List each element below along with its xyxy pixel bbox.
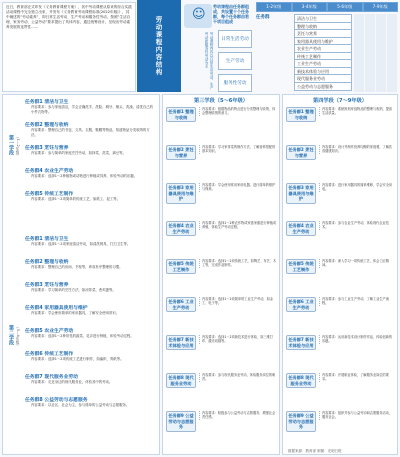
task-body: 内容要求：选择1～2项传统工艺进行制作，如编织、剪纸等。 — [31, 357, 124, 361]
task-box: 任务群7 新技术体验与应用 — [166, 335, 196, 350]
task-desc: 内容要求：学会使用常用家用电器，进行简单的维护与保养。 — [199, 183, 277, 192]
task-group-item: 清洁与卫生 — [294, 14, 352, 23]
task-desc: 内容要求：系统规划家庭物品的整理与收纳，提高生活质量。 — [319, 107, 395, 116]
task-group-item: 现代服务业劳动 — [294, 74, 352, 83]
category-service: 服务性劳动 — [218, 74, 252, 92]
intro-text: 近日，教育部正式印发《义务教育课程方案》，其中劳动课程从原来的综合实践活动课程中完全独立出来，并发布《义务教育劳动课程标准(2022年版)》，其中阐述的“劳动素养”，即日常生活劳动、生产劳动和服务性劳动，按照“生活自理、家务劳动、公益劳动”要求提出了具体内容，通过统筹设计，呈现出劳动素养发展的连贯性…… — [6, 5, 132, 29]
task-desc: 内容要求：选择1～2项传统工艺，如陶艺、布艺、木工等，完成作品制作。 — [199, 259, 277, 268]
task-box: 任务群3 家用器具使用与维护 — [166, 183, 196, 204]
task-box: 任务群2 烹饪与营养 — [166, 145, 196, 160]
task-body: 内容要求：选择1～2种常见的蔬菜、花卉进行种植，体验劳动过程。 — [31, 334, 134, 338]
task-desc: 内容要求：参与工业生产劳动，了解工业生产流程。 — [319, 297, 395, 306]
stage1-label: 第一学段 — [8, 135, 14, 155]
task-box: 任务群2 烹饪与营养 — [286, 145, 316, 160]
stage3-title: 第三学段（5～6年级） — [194, 98, 248, 104]
task-desc: 内容要求：开展职业体验，了解服务业岗位的要求。 — [319, 373, 395, 382]
task-desc: 内容要求：选择1～2项简单的工业生产劳动，如金工、电子等。 — [199, 297, 277, 306]
main-banner — [137, 0, 181, 92]
task-desc: 内容要求：组织并参与公益劳动和志愿服务活动，服务社会。 — [319, 411, 395, 420]
task-group-item: 整理与收纳 — [294, 22, 352, 31]
task-title: 任务群8 公益劳动与志愿服务 — [25, 398, 88, 403]
task-desc: 内容要求：进行家用器具的简单维修，学会安全用电。 — [319, 183, 395, 192]
children-illustration-icon — [184, 4, 212, 28]
stage2-label: 第二学段 — [8, 325, 14, 345]
stage3-panel — [162, 94, 280, 455]
task-group-item: 烹饪与营养 — [294, 29, 352, 38]
task-desc: 内容要求：选择1～2项新技术进行体验，如三维打印、激光切割等。 — [199, 335, 277, 344]
task-title: 任务群3 烹饪与营养 — [25, 283, 69, 288]
task-desc: 内容要求：选择1～2种农作物或家禽家畜进行种植或养殖，体验生产劳动过程。 — [199, 221, 277, 230]
task-box: 任务群9 公益劳动与志愿服务 — [286, 411, 316, 432]
task-title: 任务群4 家用器具使用与维护 — [25, 306, 88, 311]
task-box: 任务群5 传统工艺制作 — [166, 259, 196, 274]
category-daily: 日常生活劳动 — [218, 30, 252, 48]
intro-panel — [2, 2, 136, 92]
task-title: 任务群3 烹饪与营养 — [25, 146, 69, 151]
task-box: 任务群3 家用器具使用与维护 — [286, 183, 316, 204]
task-desc: 内容要求：深入学习一项传统工艺，体会工匠精神。 — [319, 259, 395, 268]
category-production: 生产劳动 — [218, 52, 252, 70]
task-body: 内容要求：选择1～2项家庭清洁劳动，如清洗餐具、打扫卫生等。 — [31, 242, 131, 246]
task-body: 内容要求：学会使用简单的家用器具，了解安全使用常识。 — [31, 311, 120, 315]
task-group-head: 任务群 — [256, 15, 270, 20]
stage-header-3: 5-6年级 — [328, 3, 362, 11]
task-body: 内容要求：走近身边的现代服务业，体验其中的劳动。 — [31, 380, 113, 384]
stage-grid — [354, 14, 398, 92]
task-group-item: 新技术体验与应用 — [294, 67, 352, 76]
task-title: 任务群1 清洁与卫生 — [25, 237, 69, 242]
structure-caption: 劳动课程由任务群组成，共设置十个任务群，每个任务群由若干项目组成 — [213, 4, 249, 24]
stage2-sub: （3～4年级） — [16, 325, 20, 348]
task-body: 内容要求：选择1～2种植物或动物进行种植或饲养，体验劳动的乐趣。 — [31, 174, 138, 178]
credit-line: 数据来源：教育部 制图：光明日报 — [288, 449, 342, 453]
task-group-item: 公益劳动与志愿服务 — [294, 82, 352, 91]
task-title: 任务群6 传统工艺制作 — [25, 352, 74, 357]
task-body: 内容要求：以社区、社会为主，参与简单的公益劳动与志愿服务。 — [31, 403, 130, 407]
task-desc: 内容要求：设计并制作营养均衡的家庭餐，了解饮食健康知识。 — [319, 145, 395, 154]
task-desc: 内容要求：学习家常菜的制作方法，了解营养搭配的基本知识。 — [199, 145, 277, 154]
task-box: 任务群8 现代服务业劳动 — [166, 373, 196, 388]
task-body: 内容要求：整理自己的房间、书柜等，养成有序整理的习惯。 — [31, 265, 123, 269]
task-desc: 内容要求：运用新技术设计制作作品，体验创新的乐趣。 — [319, 335, 395, 344]
task-group-item: 传统工艺制作 — [294, 52, 352, 61]
banner-title: 劳动课程内容结构 — [154, 16, 163, 76]
task-box: 任务群1 整理与收纳 — [166, 107, 196, 122]
task-box: 任务群4 农业生产劳动 — [166, 221, 196, 236]
stage-header-bar — [256, 2, 398, 12]
task-box: 任务群4 农业生产劳动 — [286, 221, 316, 236]
task-box: 任务群9 公益劳动与志愿服务 — [166, 411, 196, 432]
task-title: 任务群7 现代服务业劳动 — [25, 375, 78, 380]
structure-panel — [182, 2, 254, 92]
task-body: 内容要求：选择1～2项简单的传统工艺，如纸工、泥工等。 — [31, 197, 121, 201]
task-desc: 内容要求：参与现代服务业劳动，体验服务岗位的职责。 — [199, 373, 277, 382]
task-group-item: 家用器具使用与维护 — [294, 37, 352, 46]
stage1-sub: （1～2年级） — [16, 135, 20, 158]
stage-header-4: 7-9年级 — [364, 3, 398, 11]
stage4-panel — [282, 94, 398, 455]
task-desc: 内容要求：根据物品的特点进行分类整理与收纳，体会整理收纳的意义。 — [199, 107, 277, 116]
stage-header-1: 1-2年级 — [257, 3, 291, 11]
stage4-title: 第四学段（7～9年级） — [313, 98, 367, 104]
task-body: 内容要求：整理自己的书包、文具、衣服、鞋帽等物品，知道物品分类收纳的方法。 — [31, 128, 150, 137]
task-body: 内容要求：参与简单的家庭烹饪劳动，如择菜、洗菜、剥豆等。 — [31, 151, 126, 155]
task-box: 任务群6 工业生产劳动 — [286, 297, 316, 312]
structure-vertical-text: 劳动课程内容以日常生活劳动、生产劳动和服务性劳动为主 — [205, 32, 214, 90]
stage-header-2: 3-4年级 — [293, 3, 327, 11]
task-desc: 内容要求：参与农业生产劳动，体验现代农业技术。 — [319, 221, 395, 230]
task-body: 内容要求：参与家庭清洁，学会正确洗手、洗脸、刷牙、梳头、洗澡、清洗自己的小件衣物等。 — [31, 105, 154, 114]
task-group-list — [256, 14, 398, 92]
task-group-item: 工业生产劳动 — [294, 59, 352, 68]
task-body: 内容要求：学习简单的烹饪方法，如凉拌菜、煮鸡蛋等。 — [31, 288, 116, 292]
task-box: 任务群6 工业生产劳动 — [166, 297, 196, 312]
task-title: 任务群2 整理与收纳 — [25, 260, 69, 265]
task-box: 任务群5 传统工艺制作 — [286, 259, 316, 274]
task-box: 任务群7 新技术体验与应用 — [286, 335, 316, 350]
task-title: 任务群1 清洁与卫生 — [25, 100, 69, 105]
task-group-item: 农业生产劳动 — [294, 44, 352, 53]
task-title: 任务群4 农业生产劳动 — [25, 169, 74, 174]
task-box: 任务群1 整理与收纳 — [286, 107, 316, 122]
task-title: 任务群2 整理与收纳 — [25, 123, 69, 128]
task-title: 任务群5 农业生产劳动 — [25, 329, 74, 334]
task-box: 任务群8 现代服务业劳动 — [286, 373, 316, 388]
task-desc: 内容要求：积极参与公益劳动与志愿服务，增强社会责任感。 — [199, 411, 277, 420]
task-title: 任务群5 传统工艺制作 — [25, 192, 74, 197]
stage12-panel — [2, 94, 160, 455]
